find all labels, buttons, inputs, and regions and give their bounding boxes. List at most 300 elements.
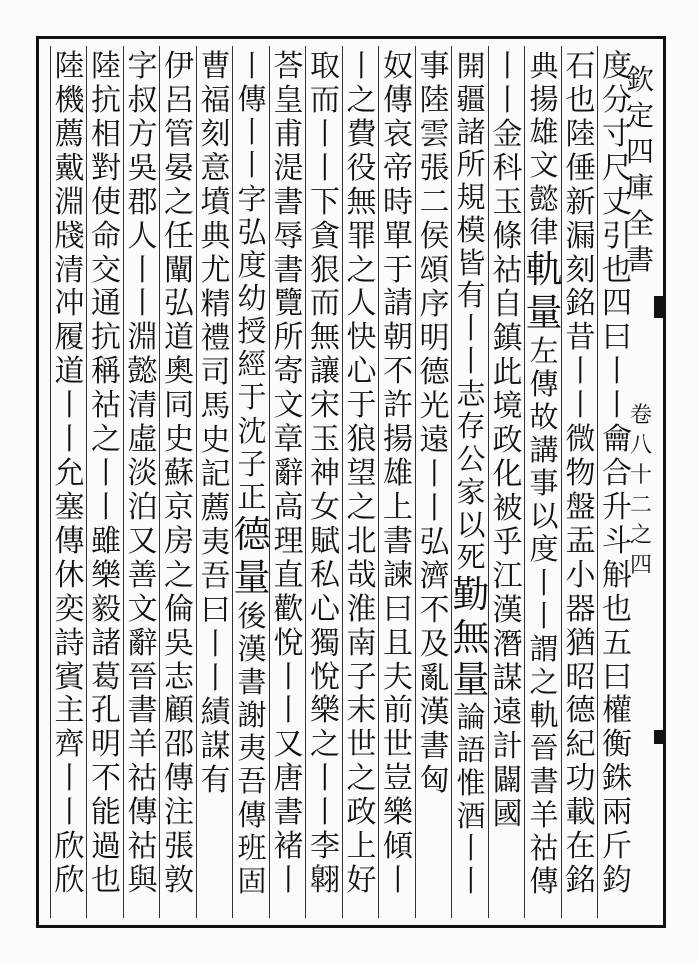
character: 載 xyxy=(565,795,596,831)
character: 曰 xyxy=(200,593,231,628)
character: 抗 xyxy=(91,82,121,118)
character: 丨 xyxy=(127,252,158,288)
character: 末 xyxy=(346,693,377,729)
character: 晉 xyxy=(127,659,158,695)
character: 量 xyxy=(452,658,490,702)
character: 光 xyxy=(419,389,450,424)
character: 歡 xyxy=(273,591,304,627)
character: 所 xyxy=(273,320,304,356)
character: 揚 xyxy=(383,422,413,458)
character: 于 xyxy=(383,252,413,288)
character: 吳 xyxy=(164,625,194,661)
character: 班 xyxy=(237,830,267,865)
character: 塞 xyxy=(54,489,85,525)
character: 北 xyxy=(346,523,377,559)
character: 曰 xyxy=(383,591,413,627)
margin-title-character: 四 xyxy=(625,135,654,168)
character: 傳 xyxy=(383,82,413,118)
character: 有 xyxy=(200,763,231,798)
character: 心 xyxy=(346,354,377,390)
character: 丨 xyxy=(237,115,267,150)
character: 授 xyxy=(237,314,267,349)
character: 衡 xyxy=(602,727,632,763)
character: 左 xyxy=(529,333,559,368)
character: 毅 xyxy=(91,591,121,627)
character: 書 xyxy=(529,764,559,799)
character: 合 xyxy=(602,456,632,492)
character: 丨 xyxy=(237,148,267,183)
character: 馬 xyxy=(200,389,231,424)
character: 傳 xyxy=(54,523,85,559)
character: 且 xyxy=(383,625,413,661)
character: 管 xyxy=(164,116,194,152)
character: 蘇 xyxy=(164,456,194,492)
column-rule xyxy=(50,46,51,918)
character: 揚 xyxy=(529,82,559,117)
character: 褚 xyxy=(273,829,304,865)
character: 傳 xyxy=(127,795,158,831)
character: 帝 xyxy=(383,150,413,186)
character: 無 xyxy=(452,615,490,659)
character: 弘 xyxy=(237,214,267,249)
character: 丨 xyxy=(273,693,304,729)
character: 豈 xyxy=(383,761,413,797)
character: 也 xyxy=(602,591,632,627)
character: 善 xyxy=(127,557,158,593)
character: 此 xyxy=(492,355,523,390)
character: 丨 xyxy=(492,49,523,84)
character: 字 xyxy=(127,49,158,84)
character: 寄 xyxy=(273,354,304,390)
character: 公 xyxy=(456,442,486,477)
character: 存 xyxy=(456,409,486,444)
margin-volume-character: 二 xyxy=(629,493,652,518)
character: 弘 xyxy=(419,525,450,560)
character: 傳 xyxy=(529,863,559,898)
character: 許 xyxy=(383,388,413,424)
character: 雖 xyxy=(91,523,121,559)
character: 薦 xyxy=(54,116,85,152)
character: 升 xyxy=(602,489,632,525)
character: 鈞 xyxy=(602,863,632,899)
character: 化 xyxy=(492,457,523,492)
fishtail-mark xyxy=(654,296,664,318)
character: 後 xyxy=(237,598,267,633)
character: 于 xyxy=(237,380,267,415)
character: 通 xyxy=(91,286,121,322)
character: 夷 xyxy=(237,731,267,766)
character: 欣 xyxy=(54,829,85,865)
character: 引 xyxy=(602,218,632,254)
character: 講 xyxy=(529,433,559,468)
character: 書 xyxy=(237,665,267,700)
character: 傳 xyxy=(237,797,267,832)
character: 史 xyxy=(164,422,194,458)
margin-title-character: 書 xyxy=(625,243,654,276)
character: 書 xyxy=(127,693,158,729)
character: 休 xyxy=(54,557,85,593)
character: 微 xyxy=(565,422,596,458)
character: 道 xyxy=(54,354,85,390)
character: 丨 xyxy=(310,761,340,797)
character: 清 xyxy=(54,252,85,288)
character: 快 xyxy=(346,320,377,356)
character: 意 xyxy=(200,151,231,186)
character: 夷 xyxy=(200,525,231,560)
character: 奧 xyxy=(164,354,194,390)
character: 丨 xyxy=(419,457,450,492)
character: 度 xyxy=(237,247,267,282)
character: 頌 xyxy=(419,253,450,288)
character: 子 xyxy=(237,446,267,481)
character: 下 xyxy=(310,184,340,220)
character: 丨 xyxy=(310,116,340,152)
character: 漏 xyxy=(565,218,596,254)
character: 之 xyxy=(164,557,194,593)
character: 丨 xyxy=(602,388,632,424)
character: 書 xyxy=(419,729,450,764)
character: 薦 xyxy=(200,491,231,526)
character: 之 xyxy=(346,489,377,525)
character: 葛 xyxy=(91,659,121,695)
character: 吾 xyxy=(237,764,267,799)
character: 讓 xyxy=(310,354,340,390)
character: 辭 xyxy=(273,456,304,492)
character: 盤 xyxy=(565,489,596,525)
character: 度 xyxy=(602,49,632,84)
character: 道 xyxy=(164,320,194,356)
character: 使 xyxy=(91,184,121,220)
character: 事 xyxy=(529,466,559,501)
character: 又 xyxy=(127,523,158,559)
character: 文 xyxy=(273,388,304,424)
character: 悅 xyxy=(310,659,340,695)
character: 而 xyxy=(310,286,340,322)
character: 丨 xyxy=(565,388,596,424)
character: 丨 xyxy=(273,863,304,899)
character: 荅 xyxy=(273,49,304,84)
character: 弘 xyxy=(164,286,194,322)
character: 交 xyxy=(91,252,121,288)
character: 賓 xyxy=(54,659,85,695)
character: 新 xyxy=(565,184,596,220)
character: 之 xyxy=(164,184,194,220)
character: 陸 xyxy=(419,83,450,118)
character: 刻 xyxy=(565,252,596,288)
character: 雲 xyxy=(419,117,450,152)
character: 書 xyxy=(273,184,304,220)
character: 好 xyxy=(346,863,377,899)
character: 事 xyxy=(419,49,450,84)
character: 望 xyxy=(346,456,377,492)
character: 樂 xyxy=(383,795,413,831)
character: 狼 xyxy=(346,422,377,458)
character: 丨 xyxy=(54,388,85,424)
character: 祜 xyxy=(127,761,158,797)
character: 志 xyxy=(164,659,194,695)
character: 玉 xyxy=(492,185,523,220)
character: 丨 xyxy=(383,863,413,899)
character: 墳 xyxy=(200,185,231,220)
character: 羊 xyxy=(529,797,559,832)
character: 牋 xyxy=(54,218,85,254)
character: 李 xyxy=(310,829,340,865)
character: 禮 xyxy=(200,321,231,356)
character: 丨 xyxy=(273,659,304,695)
character: 明 xyxy=(91,727,121,763)
character: 政 xyxy=(492,423,523,458)
character: 德 xyxy=(565,693,596,729)
character: 懿 xyxy=(127,354,158,390)
character: 丨 xyxy=(602,354,632,390)
fishtail-mark-lower xyxy=(654,730,664,744)
character: 規 xyxy=(456,180,486,215)
character: 吳 xyxy=(127,150,158,186)
character: 疆 xyxy=(456,81,486,116)
character: 昔 xyxy=(565,320,596,356)
character: 丨 xyxy=(54,761,85,797)
character: 寸 xyxy=(602,116,632,152)
character: 雄 xyxy=(529,115,559,150)
character: 闡 xyxy=(164,252,194,288)
character: 之 xyxy=(91,422,121,458)
character: 之 xyxy=(310,727,340,763)
character: 清 xyxy=(127,388,158,424)
margin-volume-character: 十 xyxy=(629,463,652,488)
character: 玉 xyxy=(310,422,340,458)
character: 樂 xyxy=(310,693,340,729)
character: 狠 xyxy=(310,252,340,288)
character: 丈 xyxy=(602,184,632,220)
character: 諫 xyxy=(383,557,413,593)
character: 書 xyxy=(273,252,304,288)
character: 奕 xyxy=(54,591,85,627)
character: 以 xyxy=(529,499,559,534)
character: 權 xyxy=(602,693,632,729)
character: 朝 xyxy=(383,320,413,356)
character: 鎮 xyxy=(492,321,523,356)
character: 死 xyxy=(456,540,486,575)
character: 以 xyxy=(456,507,486,542)
character: 注 xyxy=(164,795,194,831)
character: 之 xyxy=(346,761,377,797)
character: 世 xyxy=(346,727,377,763)
character: 斤 xyxy=(602,829,632,865)
margin-title-character: 欽 xyxy=(625,63,654,96)
character: 書 xyxy=(273,795,304,831)
character: 績 xyxy=(200,695,231,730)
character: 能 xyxy=(91,795,121,831)
character: 也 xyxy=(565,82,596,118)
character: 福 xyxy=(200,83,231,118)
character: 稱 xyxy=(91,354,121,390)
character: 哉 xyxy=(346,557,377,593)
character: 幼 xyxy=(237,280,267,315)
character: 斛 xyxy=(602,557,632,593)
character: 神 xyxy=(310,456,340,492)
character: 上 xyxy=(346,829,377,865)
character: 祜 xyxy=(492,253,523,288)
character: 小 xyxy=(565,557,596,593)
character: 惟 xyxy=(456,765,486,800)
margin-title-character: 庫 xyxy=(625,171,654,204)
character: 雄 xyxy=(383,456,413,492)
margin-volume-character: 四 xyxy=(629,553,652,578)
character: 高 xyxy=(273,489,304,525)
character: 子 xyxy=(346,659,377,695)
character: 皇 xyxy=(273,82,304,118)
character: 履 xyxy=(54,320,85,356)
character: 倫 xyxy=(164,591,194,627)
character: 淡 xyxy=(127,456,158,492)
character: 丨 xyxy=(237,49,267,83)
character: 于 xyxy=(346,388,377,424)
character: 量 xyxy=(525,290,563,334)
character: 明 xyxy=(419,321,450,356)
character: 沈 xyxy=(237,413,267,448)
character: 謀 xyxy=(492,661,523,696)
character: 時 xyxy=(383,184,413,220)
character: 闢 xyxy=(492,763,523,798)
character: 史 xyxy=(200,423,231,458)
character: 德 xyxy=(233,512,271,556)
character: 江 xyxy=(492,559,523,594)
character: 勤 xyxy=(452,573,490,617)
character: 丨 xyxy=(91,456,121,492)
character: 曰 xyxy=(602,659,632,695)
character: 傳 xyxy=(529,366,559,401)
character: 家 xyxy=(456,474,486,509)
character: 相 xyxy=(91,116,121,152)
character: 主 xyxy=(54,693,85,729)
character: 機 xyxy=(54,82,85,118)
character: 遠 xyxy=(419,423,450,458)
character: 皆 xyxy=(456,245,486,280)
character: 獨 xyxy=(310,625,340,661)
character: 之 xyxy=(346,82,377,118)
character: 哀 xyxy=(383,116,413,152)
character: 晉 xyxy=(529,731,559,766)
character: 尺 xyxy=(602,150,632,186)
character: 傾 xyxy=(383,829,413,865)
character: 之 xyxy=(346,252,377,288)
margin-volume-character: 八 xyxy=(629,433,652,458)
character: 政 xyxy=(346,795,377,831)
character: 丨 xyxy=(456,864,486,899)
character: 陸 xyxy=(54,49,85,84)
character: 德 xyxy=(419,355,450,390)
character: 唐 xyxy=(273,761,304,797)
character: 京 xyxy=(164,489,194,525)
character: 銘 xyxy=(565,863,596,899)
character: 倕 xyxy=(565,150,596,186)
character: 甫 xyxy=(273,116,304,152)
character: 丨 xyxy=(565,354,596,390)
character: 虛 xyxy=(127,422,158,458)
character: 罪 xyxy=(346,218,377,254)
character: 淮 xyxy=(346,591,377,627)
character: 司 xyxy=(200,355,231,390)
character: 漢 xyxy=(237,631,267,666)
character: 單 xyxy=(383,218,413,254)
character: 世 xyxy=(383,727,413,763)
character: 不 xyxy=(419,593,450,628)
character: 抗 xyxy=(91,320,121,356)
character: 侯 xyxy=(419,219,450,254)
character: 請 xyxy=(383,286,413,322)
character: 紀 xyxy=(565,727,596,763)
character: 允 xyxy=(54,456,85,492)
character: 章 xyxy=(273,422,304,458)
character: 謝 xyxy=(237,698,267,733)
character: 張 xyxy=(419,151,450,186)
character: 有 xyxy=(456,278,486,313)
character: 懿 xyxy=(529,181,559,216)
character: 漢 xyxy=(419,695,450,730)
character: 湜 xyxy=(273,150,304,186)
character: 昭 xyxy=(565,659,596,695)
character: 賦 xyxy=(310,523,340,559)
character: 祜 xyxy=(127,829,158,865)
character: 度 xyxy=(529,532,559,567)
character: 模 xyxy=(456,212,486,247)
character: 淵 xyxy=(54,184,85,220)
character: 軌 xyxy=(529,698,559,733)
character: 丨 xyxy=(456,831,486,866)
character: 無 xyxy=(310,320,340,356)
character: 任 xyxy=(164,218,194,254)
character: 書 xyxy=(383,523,413,559)
character: 二 xyxy=(419,185,450,220)
character: 夫 xyxy=(383,659,413,695)
character: 呂 xyxy=(164,82,194,118)
character: 祜 xyxy=(91,388,121,424)
character: 丨 xyxy=(492,83,523,118)
character: 無 xyxy=(346,184,377,220)
character: 漢 xyxy=(492,593,523,628)
character: 之 xyxy=(529,665,559,700)
character: 不 xyxy=(383,354,413,390)
character: 齊 xyxy=(54,727,85,763)
character: 語 xyxy=(456,733,486,768)
character: 顧 xyxy=(164,693,194,729)
character: 理 xyxy=(273,523,304,559)
character: 南 xyxy=(346,625,377,661)
character: 自 xyxy=(492,287,523,322)
character: 盂 xyxy=(565,523,596,559)
character: 物 xyxy=(565,456,596,492)
character: 張 xyxy=(164,829,194,865)
margin-volume-character: 卷 xyxy=(629,403,652,428)
character: 文 xyxy=(127,591,158,627)
character: 正 xyxy=(237,479,267,514)
character: 孔 xyxy=(91,693,121,729)
character: 律 xyxy=(529,214,559,249)
character: 境 xyxy=(492,389,523,424)
character: 丨 xyxy=(200,661,231,696)
character: 曰 xyxy=(602,320,632,356)
character: 志 xyxy=(456,376,486,411)
character: 丨 xyxy=(529,565,559,600)
character: 直 xyxy=(273,557,304,593)
character: 銖 xyxy=(602,761,632,797)
character: 丨 xyxy=(54,422,85,458)
margin-title-character: 全 xyxy=(625,207,654,240)
character: 經 xyxy=(237,347,267,382)
character: 分 xyxy=(602,82,632,118)
character: 役 xyxy=(346,150,377,186)
character: 前 xyxy=(383,693,413,729)
